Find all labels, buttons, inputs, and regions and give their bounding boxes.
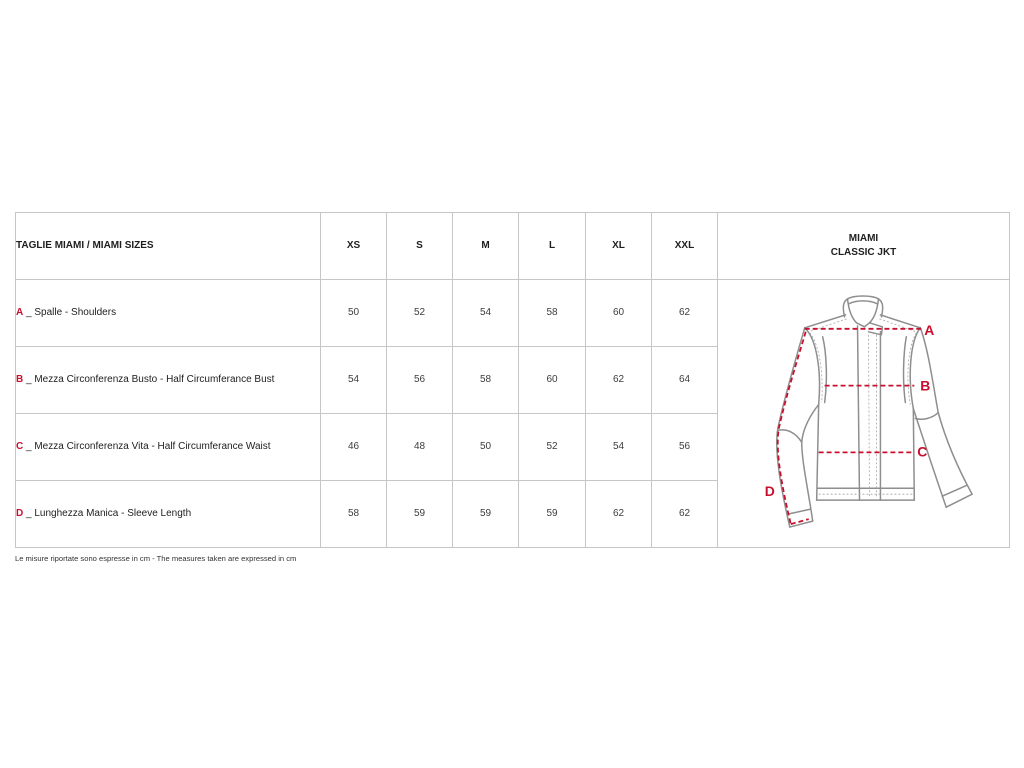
value-a-xs: 50 xyxy=(321,280,387,347)
left-elbow-fold xyxy=(778,430,802,442)
marker-d: D xyxy=(764,483,775,500)
measure-name-d: _ Lunghezza Manica - Sleeve Length xyxy=(26,508,192,519)
measure-letter-b: B xyxy=(16,374,24,385)
chart-title: TAGLIE MIAMI / MIAMI SIZES xyxy=(16,213,321,280)
product-name-line1: MIAMI xyxy=(848,233,879,244)
measure-name-a: _ Spalle - Shoulders xyxy=(26,307,117,318)
measure-letter-d: D xyxy=(16,508,24,519)
value-d-xs: 58 xyxy=(321,481,387,548)
size-header-s: S xyxy=(387,213,453,280)
value-d-l: 59 xyxy=(519,481,586,548)
value-b-l: 60 xyxy=(519,347,586,414)
right-cuff-band xyxy=(942,485,967,496)
armhole-stitching-right xyxy=(908,333,916,405)
measure-letter-c: C xyxy=(16,441,24,452)
measure-label-a xyxy=(16,280,321,347)
value-a-l: 58 xyxy=(519,280,586,347)
marker-a: A xyxy=(924,321,935,338)
marker-b: B xyxy=(920,377,931,394)
value-b-xxl: 64 xyxy=(652,347,718,414)
product-name-line2: CLASSIC JKT xyxy=(830,247,897,258)
jacket-illustration xyxy=(718,280,1009,547)
size-header-m: M xyxy=(453,213,519,280)
measurement-note: Le misure riportate sono espresse in cm - The measures taken are expressed in cm xyxy=(15,554,297,563)
armhole-stitching-left xyxy=(810,333,822,403)
value-a-xxl: 62 xyxy=(652,280,718,347)
value-c-l: 52 xyxy=(519,414,586,481)
measure-name-c: _ Mezza Circonferenza Vita - Half Circumferance Waist xyxy=(26,441,271,452)
right-cuff xyxy=(946,494,972,507)
value-a-s: 52 xyxy=(387,280,453,347)
shoulder-left xyxy=(805,315,846,328)
size-header-xl: XL xyxy=(586,213,652,280)
measure-letter-a: A xyxy=(16,307,24,318)
size-header-xs: XS xyxy=(321,213,387,280)
right-armhole xyxy=(910,328,920,409)
header-row xyxy=(16,213,1010,280)
left-sleeve-outer xyxy=(777,328,805,527)
marker-c: C xyxy=(917,443,928,460)
shoulder-right xyxy=(880,315,920,328)
size-chart-table xyxy=(15,212,1010,548)
value-c-xl: 54 xyxy=(586,414,652,481)
size-header-xxl: XXL xyxy=(652,213,718,280)
value-d-m: 59 xyxy=(453,481,519,548)
jacket-diagram xyxy=(718,280,1010,548)
left-cuff-band xyxy=(788,509,811,514)
value-b-xs: 54 xyxy=(321,347,387,414)
value-d-xl: 62 xyxy=(586,481,652,548)
value-a-m: 54 xyxy=(453,280,519,347)
value-c-xs: 46 xyxy=(321,414,387,481)
size-header-l: L xyxy=(519,213,586,280)
value-c-m: 50 xyxy=(453,414,519,481)
measure-label-b xyxy=(16,347,321,414)
measure-line-d xyxy=(778,332,806,524)
value-c-s: 48 xyxy=(387,414,453,481)
value-a-xl: 60 xyxy=(586,280,652,347)
zip-stitching xyxy=(868,331,869,498)
measure-label-c xyxy=(16,414,321,481)
value-b-s: 56 xyxy=(387,347,453,414)
value-b-m: 58 xyxy=(453,347,519,414)
measure-name-b: _ Mezza Circonferenza Busto - Half Circumferance Bust xyxy=(26,374,275,385)
value-c-xxl: 56 xyxy=(652,414,718,481)
left-sleeve-inner xyxy=(802,405,819,522)
value-d-s: 59 xyxy=(387,481,453,548)
body-right-side xyxy=(913,409,914,501)
measure-label-d xyxy=(16,481,321,548)
front-seam-right xyxy=(904,337,907,403)
right-sleeve-outer xyxy=(920,328,972,494)
value-d-xxl: 62 xyxy=(652,481,718,548)
value-b-xl: 62 xyxy=(586,347,652,414)
collar-inner-edge xyxy=(849,301,878,304)
product-name xyxy=(718,213,1010,280)
front-seam-left xyxy=(823,337,827,403)
placket-left xyxy=(858,326,860,500)
body-left-side xyxy=(817,405,819,501)
right-elbow-fold xyxy=(915,413,938,420)
left-armhole xyxy=(805,328,820,405)
measure-row-a xyxy=(16,280,1010,347)
